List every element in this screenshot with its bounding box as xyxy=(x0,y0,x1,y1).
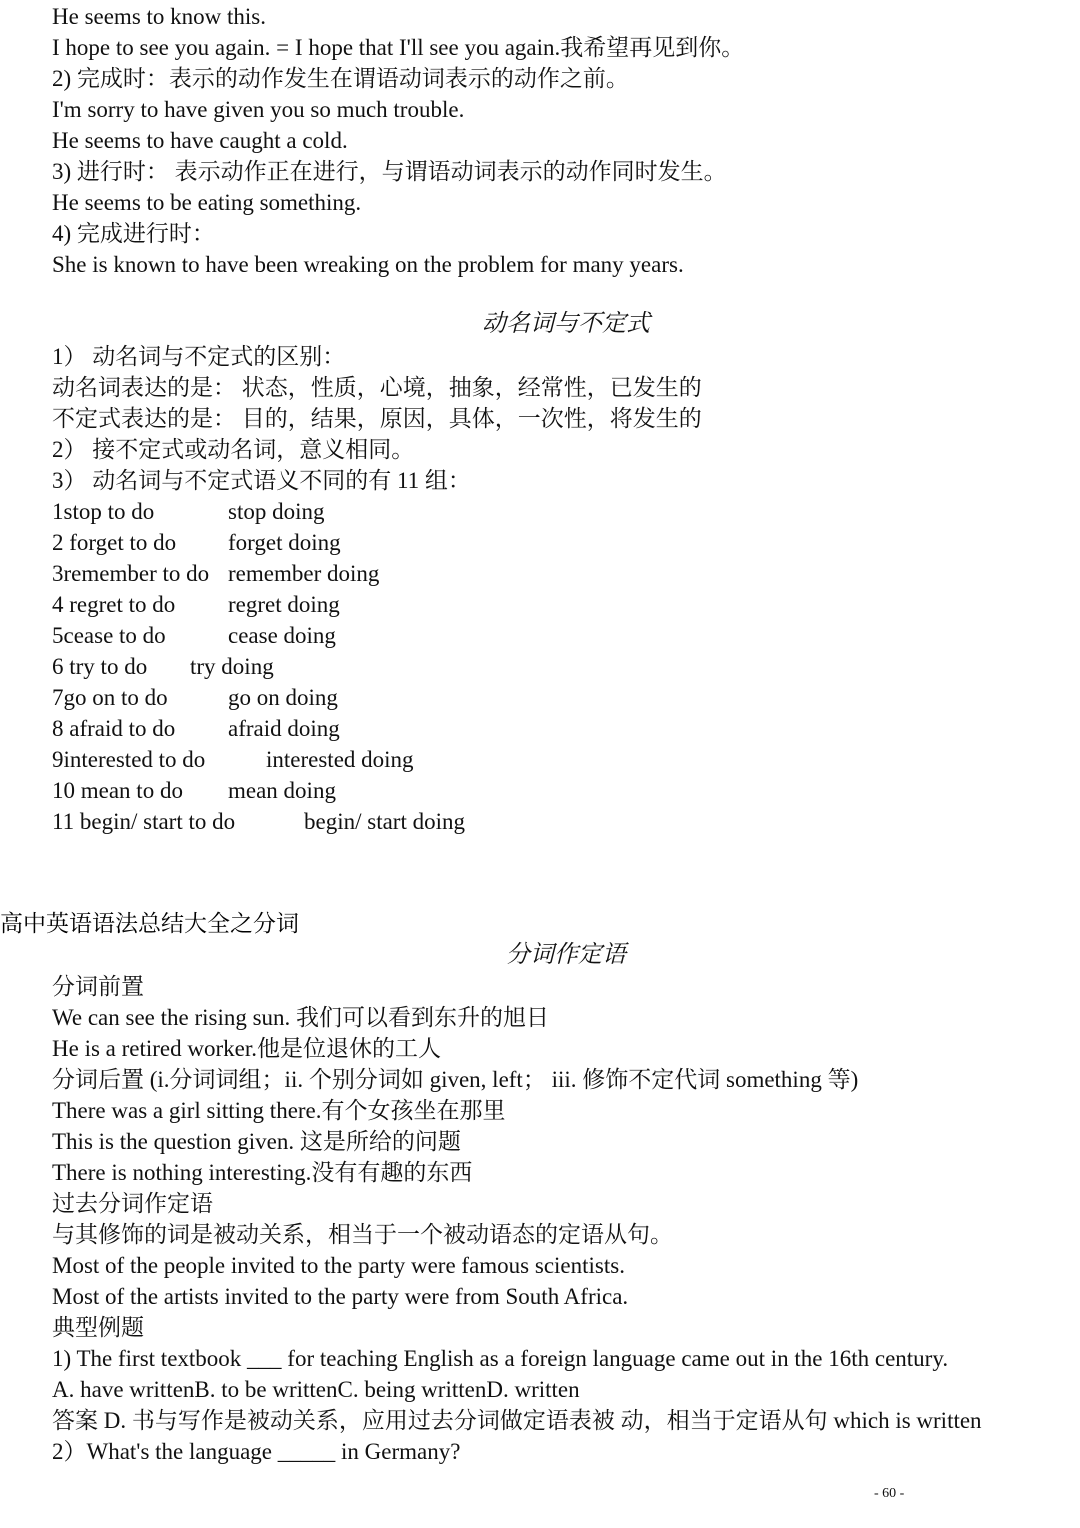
text-line: 2） 接不定式或动名词，意义相同。 xyxy=(52,437,415,462)
text-line: She is known to have been wreaking on the problem for many years. xyxy=(52,252,684,277)
text-line: There was a girl sitting there.有个女孩坐在那里 xyxy=(52,1098,506,1123)
list-item xyxy=(52,589,340,620)
text-line: 与其修饰的词是被动关系，相当于一个被动语态的定语从句。 xyxy=(52,1222,673,1247)
pair-right: forget doing xyxy=(228,530,341,555)
question-text: 2）What's the language _____ in Germany? xyxy=(52,1439,461,1464)
pair-left: 2 forget to do xyxy=(52,530,177,555)
pair-right: mean doing xyxy=(228,778,336,803)
text-line: 分词后置 (i.分词词组；ii. 个别分词如 given, left； iii. 修饰不定代词 something 等) xyxy=(52,1067,859,1092)
pair-right: try doing xyxy=(190,654,274,679)
pair-right: regret doing xyxy=(228,592,340,617)
text-line: He seems to be eating something. xyxy=(52,190,362,215)
pair-left: 1stop to do xyxy=(52,499,155,524)
text-line: 3) 进行时： 表示动作正在进行，与谓语动词表示的动作同时发生。 xyxy=(52,159,727,184)
pair-left: 3remember to do xyxy=(52,561,210,586)
pair-left: 5cease to do xyxy=(52,623,166,648)
list-item xyxy=(52,744,414,775)
answer-explanation: 答案 D. 书与写作是被动关系，应用过去分词做定语表被 动，相当于定语从句 which is written xyxy=(52,1408,982,1433)
page-number: - 60 - xyxy=(874,1486,905,1501)
text-line: Most of the artists invited to the party were from South Africa. xyxy=(52,1284,629,1309)
pair-right: interested doing xyxy=(266,747,414,772)
text-line: I hope to see you again. = I hope that I'll see you again.我希望再见到你。 xyxy=(52,35,745,60)
list-item xyxy=(52,806,465,837)
pair-left: 11 begin/ start to do xyxy=(52,809,236,834)
text-line: 分词前置 xyxy=(52,974,144,999)
text-line: 2) 完成时：表示的动作发生在谓语动词表示的动作之前。 xyxy=(52,66,629,91)
text-line: Most of the people invited to the party were famous scientists. xyxy=(52,1253,625,1278)
pair-right: stop doing xyxy=(228,499,325,524)
text-line: 3） 动名词与不定式语义不同的有 11 组： xyxy=(52,468,471,493)
text-line: He seems to know this. xyxy=(52,4,267,29)
text-line: 不定式表达的是： 目的，结果，原因，具体，一次性，将发生的 xyxy=(52,406,702,431)
list-item xyxy=(52,651,274,682)
pair-left: 4 regret to do xyxy=(52,592,176,617)
section-title: 动名词与不定式 xyxy=(482,311,650,337)
pair-left: 9interested to do xyxy=(52,747,206,772)
answer-options: A. have writtenB. to be writtenC. being writtenD. written xyxy=(52,1377,580,1402)
text-line: He is a retired worker.他是位退休的工人 xyxy=(52,1036,442,1061)
pair-right: remember doing xyxy=(228,561,380,586)
text-line: There is nothing interesting.没有有趣的东西 xyxy=(52,1160,473,1185)
text-line: 4) 完成进行时： xyxy=(52,221,215,246)
text-line: 动名词表达的是： 状态，性质，心境，抽象，经常性，已发生的 xyxy=(52,375,702,400)
pair-right: cease doing xyxy=(228,623,336,648)
text-line: 典型例题 xyxy=(52,1315,144,1340)
question-text: 1) The first textbook ___ for teaching English as a foreign language came out in the 16th century. xyxy=(52,1346,949,1371)
list-item xyxy=(52,775,336,806)
section-title: 分词作定语 xyxy=(506,942,626,968)
text-line: This is the question given. 这是所给的问题 xyxy=(52,1129,461,1154)
pair-left: 10 mean to do xyxy=(52,778,183,803)
list-item xyxy=(52,527,341,558)
list-item xyxy=(52,620,336,651)
pair-left: 7go on to do xyxy=(52,685,168,710)
pair-left: 6 try to do xyxy=(52,654,148,679)
pair-left: 8 afraid to do xyxy=(52,716,176,741)
pair-right: afraid doing xyxy=(228,716,340,741)
list-item xyxy=(52,713,340,744)
pair-right: begin/ start doing xyxy=(304,809,465,834)
chapter-heading: 高中英语语法总结大全之分词 xyxy=(0,911,299,937)
list-item xyxy=(52,682,338,713)
text-line: 1） 动名词与不定式的区别： xyxy=(52,344,346,369)
list-item xyxy=(52,558,380,589)
list-item xyxy=(52,496,325,527)
pair-right: go on doing xyxy=(228,685,338,710)
text-line: He seems to have caught a cold. xyxy=(52,128,348,153)
text-line: 过去分词作定语 xyxy=(52,1191,213,1216)
text-line: We can see the rising sun. 我们可以看到东升的旭日 xyxy=(52,1005,550,1030)
text-line: I'm sorry to have given you so much trouble. xyxy=(52,97,465,122)
